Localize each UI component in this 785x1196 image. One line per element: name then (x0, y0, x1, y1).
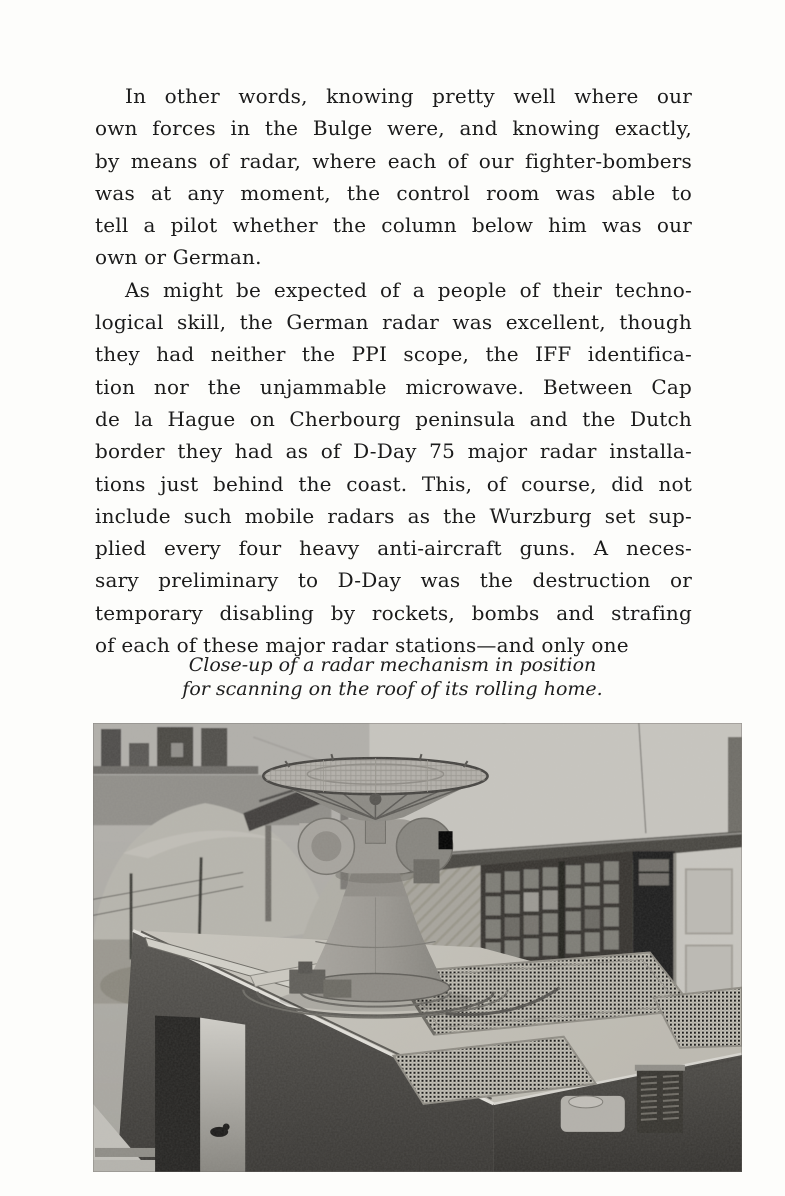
film-grain (93, 723, 742, 1172)
text-line: As might be expected of a people of their techno- (125, 277, 692, 302)
text-line: plied every four heavy anti-aircraft guns. A neces- (95, 536, 692, 561)
text-line: include such mobile radars as the Wurzburg set sup- (95, 503, 692, 528)
photo-caption (0, 653, 785, 701)
text-line: In other words, knowing pretty well where our (125, 84, 692, 108)
text-line: logical skill, the German radar was excellent, though (95, 310, 692, 335)
text-line: temporary disabling by rockets, bombs and strafing (95, 600, 692, 625)
text-line: de la Hague on Cherbourg peninsula and the Dutch (95, 406, 692, 431)
text-line: tion nor the unjammable microwave. Between Cap (95, 374, 692, 399)
text-line: border they had as of D-Day 75 major radar installa- (95, 439, 692, 464)
text-line: own forces in the Bulge were, and knowing exactly, (95, 116, 692, 141)
body-text (95, 80, 692, 661)
text-line: they had neither the PPI scope, the IFF identifica- (95, 342, 692, 367)
caption-line: Close-up of a radar mechanism in position (188, 654, 597, 676)
radar-photo-illustration (93, 723, 742, 1172)
text-line: by means of radar, where each of our fighter-bombers (95, 148, 692, 173)
text-line: sary preliminary to D-Day was the destruction or (95, 568, 692, 593)
text-line: own or German. (95, 245, 262, 270)
text-line: tions just behind the coast. This, of course, did not (95, 471, 692, 496)
caption-line: for scanning on the roof of its rolling home. (182, 678, 603, 700)
text-line: was at any moment, the control room was able to (95, 180, 692, 205)
text-line: of each of these major radar stations—and only one (95, 633, 629, 658)
radar-photo (93, 723, 742, 1172)
text-line: tell a pilot whether the column below him was our (95, 213, 692, 238)
